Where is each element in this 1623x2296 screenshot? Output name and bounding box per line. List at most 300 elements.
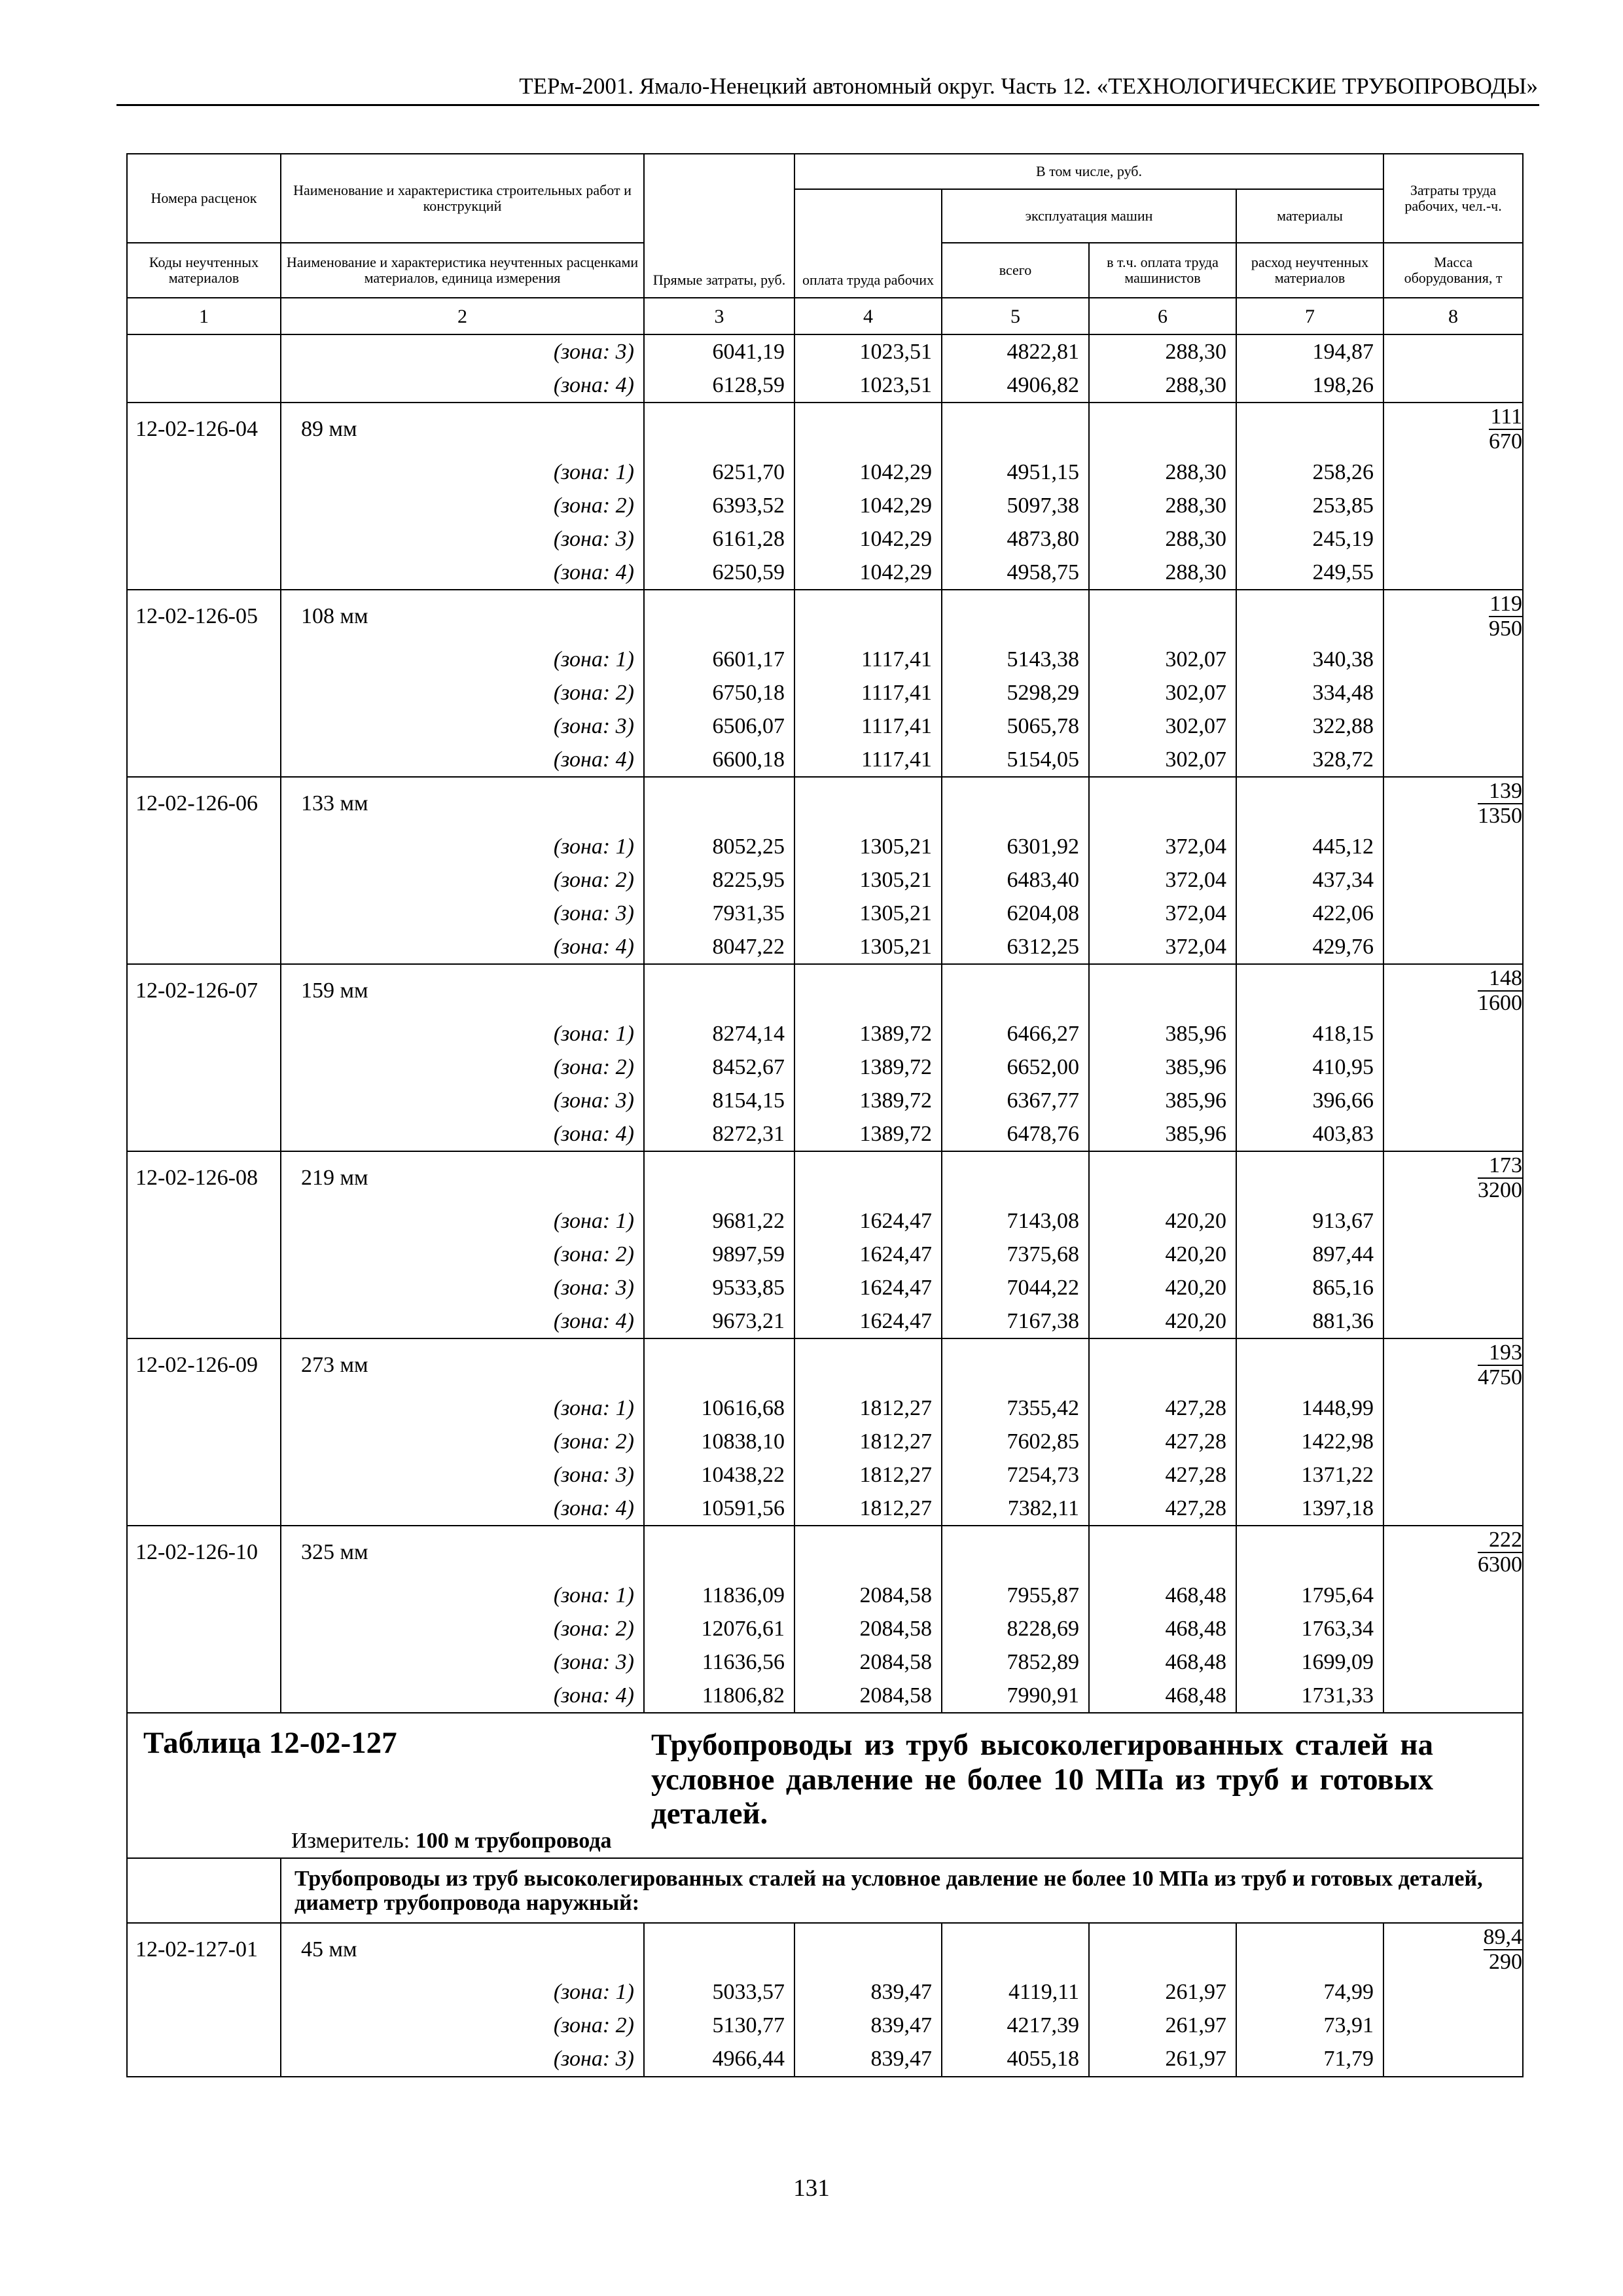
labor-pay-value: 1023,51 xyxy=(794,334,942,368)
empty-cell xyxy=(1383,643,1523,676)
labor-mass-fraction xyxy=(1383,1526,1523,1579)
machines-total-value: 5298,29 xyxy=(942,676,1089,709)
rate-row xyxy=(127,590,1523,643)
table-body xyxy=(127,334,1523,2077)
zone-row xyxy=(127,1679,1523,1713)
machines-total-value: 6652,00 xyxy=(942,1050,1089,1084)
labor-mass-fraction xyxy=(1383,403,1523,456)
machinists-pay-value: 288,30 xyxy=(1089,522,1236,556)
empty-cell xyxy=(1383,368,1523,403)
zone-label: (зона: 4) xyxy=(281,556,644,590)
table-127-heading xyxy=(127,1713,1523,1858)
empty-cell xyxy=(1383,1679,1523,1713)
zone-row xyxy=(127,709,1523,743)
materials-value: 1699,09 xyxy=(1236,1645,1383,1679)
labor-mass-fraction xyxy=(1383,964,1523,1017)
direct-costs-value: 9681,22 xyxy=(644,1204,794,1238)
empty-cell xyxy=(794,1338,942,1391)
empty-cell xyxy=(1383,334,1523,368)
zone-label: (зона: 3) xyxy=(281,2043,644,2077)
col-material-names-header: Наименование и характеристика неучтенных расценками материалов, единица измерения xyxy=(281,243,644,298)
labor-hours-value: 148 xyxy=(1478,967,1522,992)
fraction xyxy=(1478,967,1522,1014)
machines-total-value: 5143,38 xyxy=(942,643,1089,676)
empty-cell xyxy=(1383,743,1523,777)
direct-costs-value: 10616,68 xyxy=(644,1391,794,1425)
labor-pay-value: 1305,21 xyxy=(794,930,942,964)
materials-value: 1795,64 xyxy=(1236,1579,1383,1612)
labor-mass-fraction xyxy=(1383,1338,1523,1391)
col-number: 5 xyxy=(942,298,1089,334)
empty-cell xyxy=(1383,830,1523,863)
machines-total-value: 7355,42 xyxy=(942,1391,1089,1425)
machines-total-value: 4873,80 xyxy=(942,522,1089,556)
empty-cell xyxy=(127,1858,281,1923)
machines-total-value: 7044,22 xyxy=(942,1271,1089,1304)
direct-costs-value: 6601,17 xyxy=(644,643,794,676)
empty-cell xyxy=(1383,1084,1523,1117)
col-number: 6 xyxy=(1089,298,1236,334)
labor-hours-value: 139 xyxy=(1478,780,1522,804)
materials-value: 418,15 xyxy=(1236,1017,1383,1050)
fraction xyxy=(1478,1528,1522,1576)
labor-pay-value: 1117,41 xyxy=(794,643,942,676)
empty-cell xyxy=(1383,522,1523,556)
machinists-pay-value: 385,96 xyxy=(1089,1017,1236,1050)
machinists-pay-value: 372,04 xyxy=(1089,930,1236,964)
empty-cell xyxy=(1383,676,1523,709)
empty-cell xyxy=(1383,1425,1523,1458)
empty-cell xyxy=(794,777,942,830)
machines-total-value: 4119,11 xyxy=(942,1976,1089,2009)
zone-row xyxy=(127,743,1523,777)
empty-cell xyxy=(1383,1017,1523,1050)
labor-mass-fraction xyxy=(1383,1151,1523,1204)
col-number: 2 xyxy=(281,298,644,334)
direct-costs-value: 8154,15 xyxy=(644,1084,794,1117)
direct-costs-value: 6600,18 xyxy=(644,743,794,777)
zone-label: (зона: 3) xyxy=(281,522,644,556)
zone-label: (зона: 4) xyxy=(281,1304,644,1338)
machinists-pay-value: 372,04 xyxy=(1089,830,1236,863)
empty-cell xyxy=(1089,590,1236,643)
rate-name: 45 мм xyxy=(281,1923,644,1976)
labor-pay-value: 1117,41 xyxy=(794,743,942,777)
fraction xyxy=(1489,592,1522,640)
materials-value: 396,66 xyxy=(1236,1084,1383,1117)
rate-code: 12-02-127-01 xyxy=(127,1923,281,1976)
zone-label: (зона: 3) xyxy=(281,1458,644,1492)
zone-row xyxy=(127,676,1523,709)
col-labor-pay-header: оплата труда рабочих xyxy=(794,189,942,298)
direct-costs-value: 10438,22 xyxy=(644,1458,794,1492)
zone-row xyxy=(127,1579,1523,1612)
empty-cell xyxy=(127,863,281,897)
empty-cell xyxy=(127,556,281,590)
empty-cell xyxy=(127,743,281,777)
rate-row xyxy=(127,964,1523,1017)
empty-cell xyxy=(127,489,281,522)
col-number: 8 xyxy=(1383,298,1523,334)
empty-cell xyxy=(794,590,942,643)
empty-cell xyxy=(1236,777,1383,830)
machines-total-value: 4958,75 xyxy=(942,556,1089,590)
rate-row xyxy=(127,403,1523,456)
machines-total-value: 6466,27 xyxy=(942,1017,1089,1050)
empty-cell xyxy=(127,1084,281,1117)
zone-row xyxy=(127,1017,1523,1050)
equipment-mass-value: 3200 xyxy=(1478,1178,1523,1202)
labor-pay-value: 2084,58 xyxy=(794,1612,942,1645)
materials-value: 422,06 xyxy=(1236,897,1383,930)
direct-costs-value: 8452,67 xyxy=(644,1050,794,1084)
empty-cell xyxy=(127,1204,281,1238)
labor-mass-fraction xyxy=(1383,777,1523,830)
direct-costs-value: 11636,56 xyxy=(644,1645,794,1679)
zone-row xyxy=(127,1976,1523,2009)
empty-cell xyxy=(1383,2043,1523,2077)
direct-costs-value: 6128,59 xyxy=(644,368,794,403)
group-heading-row xyxy=(127,1858,1523,1923)
empty-cell xyxy=(1089,1526,1236,1579)
measure xyxy=(291,1830,612,1852)
empty-cell xyxy=(1089,1338,1236,1391)
zone-row xyxy=(127,456,1523,489)
empty-cell xyxy=(1383,2009,1523,2043)
machinists-pay-value: 302,07 xyxy=(1089,676,1236,709)
empty-cell xyxy=(1236,1151,1383,1204)
zone-row xyxy=(127,522,1523,556)
machines-total-value: 7143,08 xyxy=(942,1204,1089,1238)
machines-total-value: 5065,78 xyxy=(942,709,1089,743)
machines-total-value: 7852,89 xyxy=(942,1645,1089,1679)
machines-total-value: 4951,15 xyxy=(942,456,1089,489)
zone-row xyxy=(127,1304,1523,1338)
zone-row xyxy=(127,1612,1523,1645)
zone-label: (зона: 3) xyxy=(281,897,644,930)
empty-cell xyxy=(127,1976,281,2009)
labor-mass-fraction xyxy=(1383,590,1523,643)
empty-cell xyxy=(1089,1151,1236,1204)
zone-row xyxy=(127,2009,1523,2043)
machines-total-value: 7167,38 xyxy=(942,1304,1089,1338)
direct-costs-value: 6041,19 xyxy=(644,334,794,368)
labor-hours-value: 89,4 xyxy=(1483,1925,1523,1950)
machinists-pay-value: 302,07 xyxy=(1089,743,1236,777)
materials-value: 1763,34 xyxy=(1236,1612,1383,1645)
labor-pay-value: 1624,47 xyxy=(794,1271,942,1304)
empty-cell xyxy=(127,522,281,556)
empty-cell xyxy=(1383,556,1523,590)
empty-cell xyxy=(127,1017,281,1050)
empty-cell xyxy=(644,403,794,456)
zone-row xyxy=(127,368,1523,403)
direct-costs-value: 4966,44 xyxy=(644,2043,794,2077)
empty-cell xyxy=(794,403,942,456)
machines-total-value: 8228,69 xyxy=(942,1612,1089,1645)
zone-label: (зона: 2) xyxy=(281,2009,644,2043)
col-number: 7 xyxy=(1236,298,1383,334)
empty-cell xyxy=(794,964,942,1017)
empty-cell xyxy=(127,456,281,489)
rate-row xyxy=(127,777,1523,830)
empty-cell xyxy=(1236,1923,1383,1976)
rate-row xyxy=(127,1923,1523,1976)
zone-label: (зона: 1) xyxy=(281,456,644,489)
labor-pay-value: 839,47 xyxy=(794,2009,942,2043)
running-header: ТЕРм-2001. Ямало-Ненецкий автономный округ. Часть 12. «ТЕХНОЛОГИЧЕСКИЕ ТРУБОПРОВОДЫ» xyxy=(519,73,1538,99)
col-number: 4 xyxy=(794,298,942,334)
rate-name: 159 мм xyxy=(281,964,644,1017)
zone-row xyxy=(127,643,1523,676)
materials-value: 881,36 xyxy=(1236,1304,1383,1338)
zone-row xyxy=(127,1050,1523,1084)
empty-cell xyxy=(1383,1271,1523,1304)
labor-hours-value: 222 xyxy=(1478,1528,1522,1553)
zone-row xyxy=(127,2043,1523,2077)
col-labor-costs-header: Затраты труда рабочих, чел.-ч. xyxy=(1383,154,1523,243)
col-equipment-mass-header: Масса оборудования, т xyxy=(1383,243,1523,298)
empty-cell xyxy=(127,1679,281,1713)
empty-cell xyxy=(644,964,794,1017)
zone-label: (зона: 4) xyxy=(281,1679,644,1713)
labor-pay-value: 839,47 xyxy=(794,1976,942,2009)
rate-name: 133 мм xyxy=(281,777,644,830)
materials-value: 1371,22 xyxy=(1236,1458,1383,1492)
equipment-mass-value: 950 xyxy=(1489,617,1523,641)
empty-cell xyxy=(644,1151,794,1204)
empty-cell xyxy=(127,368,281,403)
machines-total-value: 4055,18 xyxy=(942,2043,1089,2077)
machines-total-value: 4906,82 xyxy=(942,368,1089,403)
machines-total-value: 6483,40 xyxy=(942,863,1089,897)
labor-hours-value: 173 xyxy=(1478,1154,1522,1179)
zone-row xyxy=(127,334,1523,368)
labor-pay-value: 839,47 xyxy=(794,2043,942,2077)
materials-value: 245,19 xyxy=(1236,522,1383,556)
direct-costs-value: 9673,21 xyxy=(644,1304,794,1338)
materials-value: 71,79 xyxy=(1236,2043,1383,2077)
zone-label: (зона: 2) xyxy=(281,1425,644,1458)
empty-cell xyxy=(794,1923,942,1976)
machines-total-value: 6478,76 xyxy=(942,1117,1089,1151)
materials-value: 1448,99 xyxy=(1236,1391,1383,1425)
empty-cell xyxy=(1236,403,1383,456)
labor-pay-value: 1305,21 xyxy=(794,897,942,930)
zone-label: (зона: 2) xyxy=(281,863,644,897)
empty-cell xyxy=(1383,1391,1523,1425)
rate-code: 12-02-126-08 xyxy=(127,1151,281,1204)
machines-total-value: 4822,81 xyxy=(942,334,1089,368)
zone-row xyxy=(127,863,1523,897)
col-machinists-pay-header: в т.ч. оплата труда машинистов xyxy=(1089,243,1236,298)
rate-code: 12-02-126-04 xyxy=(127,403,281,456)
rate-code: 12-02-126-07 xyxy=(127,964,281,1017)
direct-costs-value: 6250,59 xyxy=(644,556,794,590)
direct-costs-value: 10591,56 xyxy=(644,1492,794,1526)
fraction xyxy=(1489,405,1522,453)
zone-label: (зона: 1) xyxy=(281,1204,644,1238)
empty-cell xyxy=(127,1645,281,1679)
empty-cell xyxy=(127,1612,281,1645)
zone-label: (зона: 2) xyxy=(281,676,644,709)
materials-value: 249,55 xyxy=(1236,556,1383,590)
empty-cell xyxy=(1383,1645,1523,1679)
zone-row xyxy=(127,1458,1523,1492)
materials-header: материалы xyxy=(1236,189,1383,243)
zone-label: (зона: 4) xyxy=(281,743,644,777)
labor-pay-value: 1117,41 xyxy=(794,709,942,743)
rate-name: 219 мм xyxy=(281,1151,644,1204)
empty-cell xyxy=(1383,489,1523,522)
direct-costs-value: 9897,59 xyxy=(644,1238,794,1271)
direct-costs-value: 8274,14 xyxy=(644,1017,794,1050)
labor-pay-value: 1389,72 xyxy=(794,1117,942,1151)
zone-label: (зона: 1) xyxy=(281,1579,644,1612)
empty-cell xyxy=(127,1117,281,1151)
machinists-pay-value: 420,20 xyxy=(1089,1304,1236,1338)
zone-row xyxy=(127,1271,1523,1304)
rate-name: 273 мм xyxy=(281,1338,644,1391)
materials-value: 198,26 xyxy=(1236,368,1383,403)
empty-cell xyxy=(127,897,281,930)
group-heading: Трубопроводы из труб высоколегированных сталей на условное давление не более 10 МПа из труб и готовых деталей, диаметр трубопровода наружный: xyxy=(281,1858,1523,1923)
labor-pay-value: 1023,51 xyxy=(794,368,942,403)
machines-total-value: 6367,77 xyxy=(942,1084,1089,1117)
empty-cell xyxy=(794,1526,942,1579)
zone-row xyxy=(127,1238,1523,1271)
materials-value: 897,44 xyxy=(1236,1238,1383,1271)
empty-cell xyxy=(1383,1304,1523,1338)
direct-costs-value: 10838,10 xyxy=(644,1425,794,1458)
zone-row xyxy=(127,1084,1523,1117)
empty-cell xyxy=(127,1304,281,1338)
empty-cell xyxy=(127,2009,281,2043)
machinists-pay-value: 468,48 xyxy=(1089,1679,1236,1713)
labor-pay-value: 1812,27 xyxy=(794,1391,942,1425)
empty-cell xyxy=(127,1238,281,1271)
materials-value: 865,16 xyxy=(1236,1271,1383,1304)
machines-total-value: 7602,85 xyxy=(942,1425,1089,1458)
zone-label: (зона: 3) xyxy=(281,709,644,743)
empty-cell xyxy=(127,709,281,743)
empty-cell xyxy=(942,1526,1089,1579)
materials-value: 74,99 xyxy=(1236,1976,1383,2009)
machines-total-value: 4217,39 xyxy=(942,2009,1089,2043)
machinists-pay-value: 427,28 xyxy=(1089,1458,1236,1492)
rate-name: 325 мм xyxy=(281,1526,644,1579)
empty-cell xyxy=(794,1151,942,1204)
zone-label: (зона: 3) xyxy=(281,334,644,368)
machinists-pay-value: 261,97 xyxy=(1089,2043,1236,2077)
direct-costs-value: 8225,95 xyxy=(644,863,794,897)
labor-pay-value: 1624,47 xyxy=(794,1238,942,1271)
machines-total-value: 6204,08 xyxy=(942,897,1089,930)
machinists-pay-value: 302,07 xyxy=(1089,643,1236,676)
zone-label: (зона: 4) xyxy=(281,930,644,964)
empty-cell xyxy=(1383,1204,1523,1238)
direct-costs-value: 6251,70 xyxy=(644,456,794,489)
direct-costs-value: 5033,57 xyxy=(644,1976,794,2009)
header-rule xyxy=(116,104,1539,106)
direct-costs-value: 6393,52 xyxy=(644,489,794,522)
machinists-pay-value: 385,96 xyxy=(1089,1117,1236,1151)
measure-value: 100 м трубопровода xyxy=(415,1829,612,1853)
empty-cell xyxy=(942,1151,1089,1204)
materials-value: 340,38 xyxy=(1236,643,1383,676)
empty-cell xyxy=(942,1923,1089,1976)
equipment-mass-value: 290 xyxy=(1489,1949,1523,1974)
machinists-pay-value: 372,04 xyxy=(1089,863,1236,897)
direct-costs-value: 11836,09 xyxy=(644,1579,794,1612)
rate-row xyxy=(127,1338,1523,1391)
equipment-mass-value: 1350 xyxy=(1478,804,1523,828)
empty-cell xyxy=(942,590,1089,643)
empty-cell xyxy=(127,1271,281,1304)
table-title: Таблица 12-02-127 xyxy=(143,1726,397,1760)
empty-cell xyxy=(127,1458,281,1492)
empty-cell xyxy=(127,1425,281,1458)
empty-cell xyxy=(1383,1579,1523,1612)
zone-label: (зона: 1) xyxy=(281,1976,644,2009)
zone-row xyxy=(127,1391,1523,1425)
materials-value: 445,12 xyxy=(1236,830,1383,863)
fraction xyxy=(1478,780,1522,827)
machinists-pay-value: 288,30 xyxy=(1089,556,1236,590)
machinists-pay-value: 427,28 xyxy=(1089,1425,1236,1458)
labor-pay-value: 1389,72 xyxy=(794,1050,942,1084)
machinists-pay-value: 372,04 xyxy=(1089,897,1236,930)
empty-cell xyxy=(1089,777,1236,830)
col-machines-total-header: всего xyxy=(942,243,1089,298)
machinists-pay-value: 261,97 xyxy=(1089,2009,1236,2043)
machines-total-value: 7375,68 xyxy=(942,1238,1089,1271)
zone-label: (зона: 4) xyxy=(281,1492,644,1526)
zone-row xyxy=(127,930,1523,964)
fraction xyxy=(1478,1341,1522,1389)
direct-costs-value: 8052,25 xyxy=(644,830,794,863)
machinists-pay-value: 288,30 xyxy=(1089,334,1236,368)
empty-cell xyxy=(644,1338,794,1391)
zone-label: (зона: 2) xyxy=(281,1612,644,1645)
empty-cell xyxy=(1383,1458,1523,1492)
materials-value: 913,67 xyxy=(1236,1204,1383,1238)
empty-cell xyxy=(1383,930,1523,964)
rate-row xyxy=(127,1526,1523,1579)
labor-pay-value: 1812,27 xyxy=(794,1425,942,1458)
labor-pay-value: 1305,21 xyxy=(794,863,942,897)
fraction xyxy=(1484,1926,1523,1973)
direct-costs-value: 11806,82 xyxy=(644,1679,794,1713)
materials-value: 1731,33 xyxy=(1236,1679,1383,1713)
labor-pay-value: 1042,29 xyxy=(794,489,942,522)
machinists-pay-value: 288,30 xyxy=(1089,368,1236,403)
rates-table xyxy=(126,153,1524,2077)
materials-value: 258,26 xyxy=(1236,456,1383,489)
equipment-mass-value: 1600 xyxy=(1478,991,1523,1015)
materials-value: 194,87 xyxy=(1236,334,1383,368)
empty-cell xyxy=(942,1338,1089,1391)
empty-cell xyxy=(1383,709,1523,743)
empty-cell xyxy=(1383,1050,1523,1084)
empty-cell xyxy=(127,1050,281,1084)
zone-label: (зона: 1) xyxy=(281,1017,644,1050)
materials-value: 1422,98 xyxy=(1236,1425,1383,1458)
empty-cell xyxy=(1383,1976,1523,2009)
empty-cell xyxy=(644,1526,794,1579)
machinists-pay-value: 261,97 xyxy=(1089,1976,1236,2009)
table-127-heading-row xyxy=(127,1713,1523,1858)
